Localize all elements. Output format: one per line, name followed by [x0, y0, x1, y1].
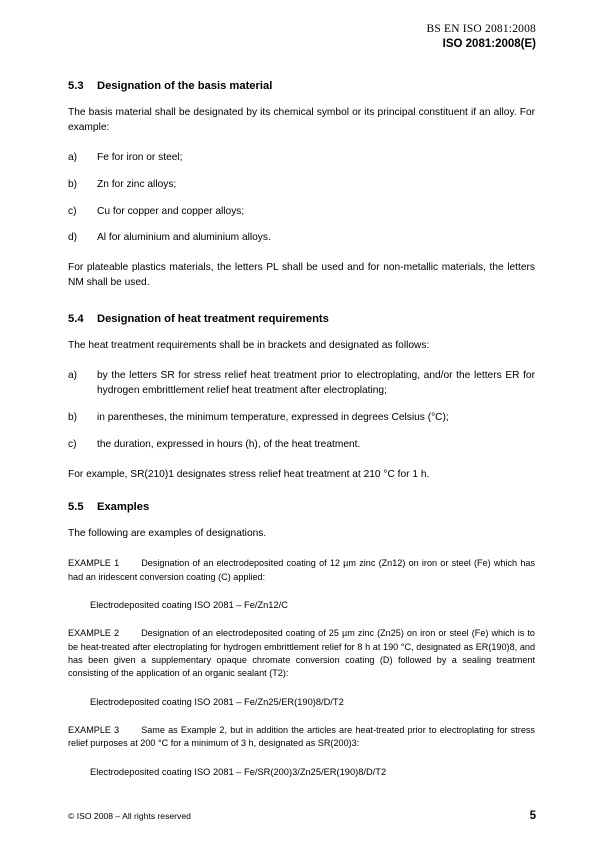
list-marker: d): [68, 232, 78, 244]
example-2-description: [68, 627, 535, 680]
example-3-designation: Electrodeposited coating ISO 2081 – Fe/SR(200)3/Zn25/ER(190)8/D/T2: [90, 766, 387, 777]
section-5-5-intro: The following are examples of designations.: [68, 528, 267, 540]
list-marker: a): [68, 151, 78, 163]
list-marker: a): [68, 370, 78, 382]
section-heading-5-5: [68, 501, 535, 513]
list-item: [68, 411, 535, 426]
list-item: [68, 205, 535, 220]
list-item: [68, 438, 535, 453]
list-marker: b): [68, 178, 78, 190]
section-title: Examples: [97, 501, 150, 514]
list-item-text: by the letters SR for stress relief heat treatment prior to electroplating, and/or the letters ER for hydrogen embrittlement relief heat treatment after electroplating;: [97, 370, 535, 396]
page-header: [426, 22, 536, 51]
section-5-4-closing: For example, SR(210)1 designates stress relief heat treatment at 210 °C for 1 h.: [68, 468, 430, 480]
example-3-description: [68, 724, 535, 751]
header-iso-reference: ISO 2081:2008(E): [442, 37, 536, 50]
list-item-text: the duration, expressed in hours (h), of the heat treatment.: [97, 438, 361, 450]
list-item: [68, 178, 535, 193]
section-number: 5.4: [68, 313, 84, 326]
example-1-designation: Electrodeposited coating ISO 2081 – Fe/Zn12/C: [90, 599, 288, 610]
example-2-label: EXAMPLE 2: [68, 628, 120, 639]
section-title: Designation of the basis material: [97, 80, 273, 92]
example-3-label: EXAMPLE 3: [68, 725, 120, 736]
list-item-text: Zn for zinc alloys;: [97, 178, 177, 190]
example-1-description: [68, 557, 535, 584]
example-1-body: Designation of an electrodeposited coating of 12 µm zinc (Zn12) on iron or steel (Fe) which has had an iridescent conversion coating (C) applied:: [68, 558, 535, 582]
example-2-designation: Electrodeposited coating ISO 2081 – Fe/Zn25/ER(190)8/D/T2: [90, 696, 344, 707]
section-number: 5.5: [68, 501, 84, 514]
list-marker: c): [68, 205, 77, 217]
example-3-body: Same as Example 2, but in addition the articles are heat-treated prior to electroplating for stress relief purposes at 200 °C for a minimum of 3 h, designated as SR(200)3:: [68, 725, 535, 749]
section-5-3-intro: The basis material shall be designated by its chemical symbol or its principal constituent if an alloy. For example:: [68, 107, 535, 133]
section-heading-5-3: [68, 80, 535, 92]
header-standard-reference: BS EN ISO 2081:2008: [426, 23, 536, 35]
section-5-4-intro: The heat treatment requirements shall be in brackets and designated as follows:: [68, 340, 430, 352]
list-item-text: in parentheses, the minimum temperature, expressed in degrees Celsius (°C);: [97, 411, 449, 423]
list-item: [68, 151, 535, 166]
list-item-text: Cu for copper and copper alloys;: [97, 205, 245, 217]
section-number: 5.3: [68, 80, 84, 92]
list-item-text: Al for aluminium and aluminium alloys.: [97, 232, 271, 244]
section-5-3-closing: For plateable plastics materials, the letters PL shall be used and for non-metallic materials, the letters NM shall be used.: [68, 262, 535, 289]
document-content: [68, 80, 535, 779]
list-marker: c): [68, 438, 77, 450]
example-2-body: Designation of an electrodeposited coating of 25 µm zinc (Zn25) on iron or steel (Fe) which is to be heat-treated after electroplating for hydrogen embrittlement relief for 8 h at 190 °C, designated as ER(190)8, and has been given a supplementary opaque chromate conversion coating (D) followed by a sealing treatment consisting of the application of an organic sealant (T2):: [68, 628, 535, 679]
example-1-label: EXAMPLE 1: [68, 558, 120, 569]
section-title: Designation of heat treatment requirements: [97, 313, 329, 326]
list-marker: b): [68, 411, 78, 423]
page-footer: [68, 810, 536, 822]
list-item: [68, 231, 535, 246]
list-item: [68, 369, 535, 399]
list-item-text: Fe for iron or steel;: [97, 151, 183, 163]
section-heading-5-4: [68, 313, 535, 325]
page-number: 5: [529, 810, 536, 822]
copyright-notice: © ISO 2008 – All rights reserved: [68, 811, 191, 821]
